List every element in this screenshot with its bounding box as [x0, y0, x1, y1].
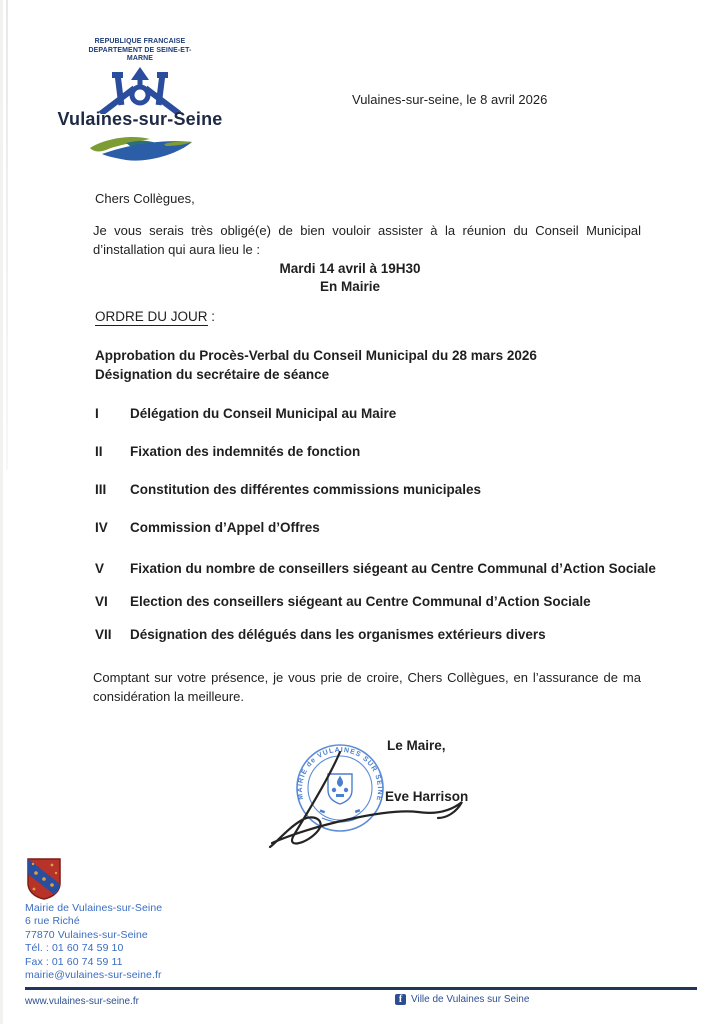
agenda-item-text: Délégation du Conseil Municipal au Maire: [130, 406, 397, 421]
agenda-item: [95, 561, 656, 576]
footer-website: www.vulaines-sur-seine.fr: [25, 996, 139, 1007]
authority-line: DEPARTEMENT DE SEINE-ET-: [88, 46, 192, 54]
footer-facebook: [395, 994, 529, 1005]
agenda-item-numeral: IV: [95, 520, 108, 535]
address-line-phone: Tél. : 01 60 74 59 10: [25, 942, 124, 955]
agenda-item-text: Commission d’Appel d’Offres: [130, 520, 320, 535]
authority-header: [60, 38, 220, 64]
authority-line: REPUBLIQUE FRANCAISE: [94, 38, 186, 45]
meeting-place: En Mairie: [319, 279, 381, 294]
agenda-preamble: [95, 347, 537, 384]
agenda-item-numeral: III: [95, 482, 107, 497]
agenda-item-numeral: II: [95, 444, 103, 459]
signature-name: Eve Harrison: [385, 789, 469, 804]
stamp-arc-text: MAIRIE de VULAINES SUR SEINE: [296, 746, 384, 803]
footer-divider: [25, 987, 697, 990]
agenda-item-numeral: V: [95, 561, 105, 576]
facebook-label: Ville de Vulaines sur Seine: [411, 994, 530, 1005]
agenda-item-text: Election des conseillers siégeant au Centre Communal d’Action Sociale: [130, 594, 591, 609]
address-line: 6 rue Riché: [25, 915, 80, 928]
agenda-item-numeral: VI: [95, 594, 108, 609]
intro-paragraph: Je vous serais très obligé(e) de bien vouloir assister à la réunion du Conseil Municipal d’installation qui aura lieu le :: [93, 223, 641, 257]
agenda-preamble-line: Approbation du Procès-Verbal du Conseil Municipal du 28 mars 2026: [95, 348, 537, 363]
agenda-preamble-line: Désignation du secrétaire de séance: [95, 366, 330, 382]
meeting-info: [93, 260, 607, 296]
address-line-email: mairie@vulaines-sur-seine.fr: [25, 969, 162, 982]
wave-swoosh-icon: [86, 133, 198, 168]
scan-artifact-line: [6, 0, 8, 470]
footer-address-block: [25, 902, 162, 982]
agenda-item: [95, 482, 481, 497]
address-line: Mairie de Vulaines-sur-Seine: [25, 902, 163, 914]
agenda-heading: [95, 309, 215, 324]
agenda-item-text: Fixation des indemnités de fonction: [130, 444, 361, 459]
closing-paragraph: Comptant sur votre présence, je vous prie de croire, Chers Collègues, en l’assurance de ma considération la meilleure.: [93, 670, 641, 704]
agenda-item: [95, 444, 360, 459]
agenda-item-text: Désignation des délégués dans les organismes extérieurs divers: [130, 627, 546, 642]
signature-title: Le Maire,: [387, 738, 446, 753]
scan-edge-shadow: [0, 0, 3, 1024]
agenda-item-numeral: I: [95, 406, 99, 421]
authority-line: MARNE: [126, 55, 154, 62]
agenda-item: [95, 406, 396, 421]
facebook-icon: f: [395, 994, 406, 1005]
letter-dateline: Vulaines-sur-seine, le 8 avril 2026: [352, 92, 548, 107]
agenda-heading-text: ORDRE DU JOUR: [95, 309, 208, 324]
meeting-datetime: Mardi 14 avril à 19H30: [279, 261, 421, 276]
coat-of-arms: [26, 857, 62, 906]
agenda-item: [95, 594, 591, 609]
agenda-item: [95, 627, 546, 642]
agenda-item: [95, 520, 320, 535]
agenda-heading-colon: :: [207, 309, 216, 324]
agenda-item-text: Fixation du nombre de conseillers siégeant au Centre Communal d’Action Sociale: [130, 561, 656, 576]
salutation: Chers Collègues,: [95, 191, 195, 206]
agenda-item-numeral: VII: [95, 627, 112, 642]
address-line-fax: Fax : 01 60 74 59 11: [25, 955, 123, 968]
agenda-item-text: Constitution des différentes commissions municipales: [130, 482, 482, 497]
town-logo-name: Vulaines-sur-Seine: [57, 109, 223, 129]
address-line: 77870 Vulaines-sur-Seine: [25, 928, 148, 941]
